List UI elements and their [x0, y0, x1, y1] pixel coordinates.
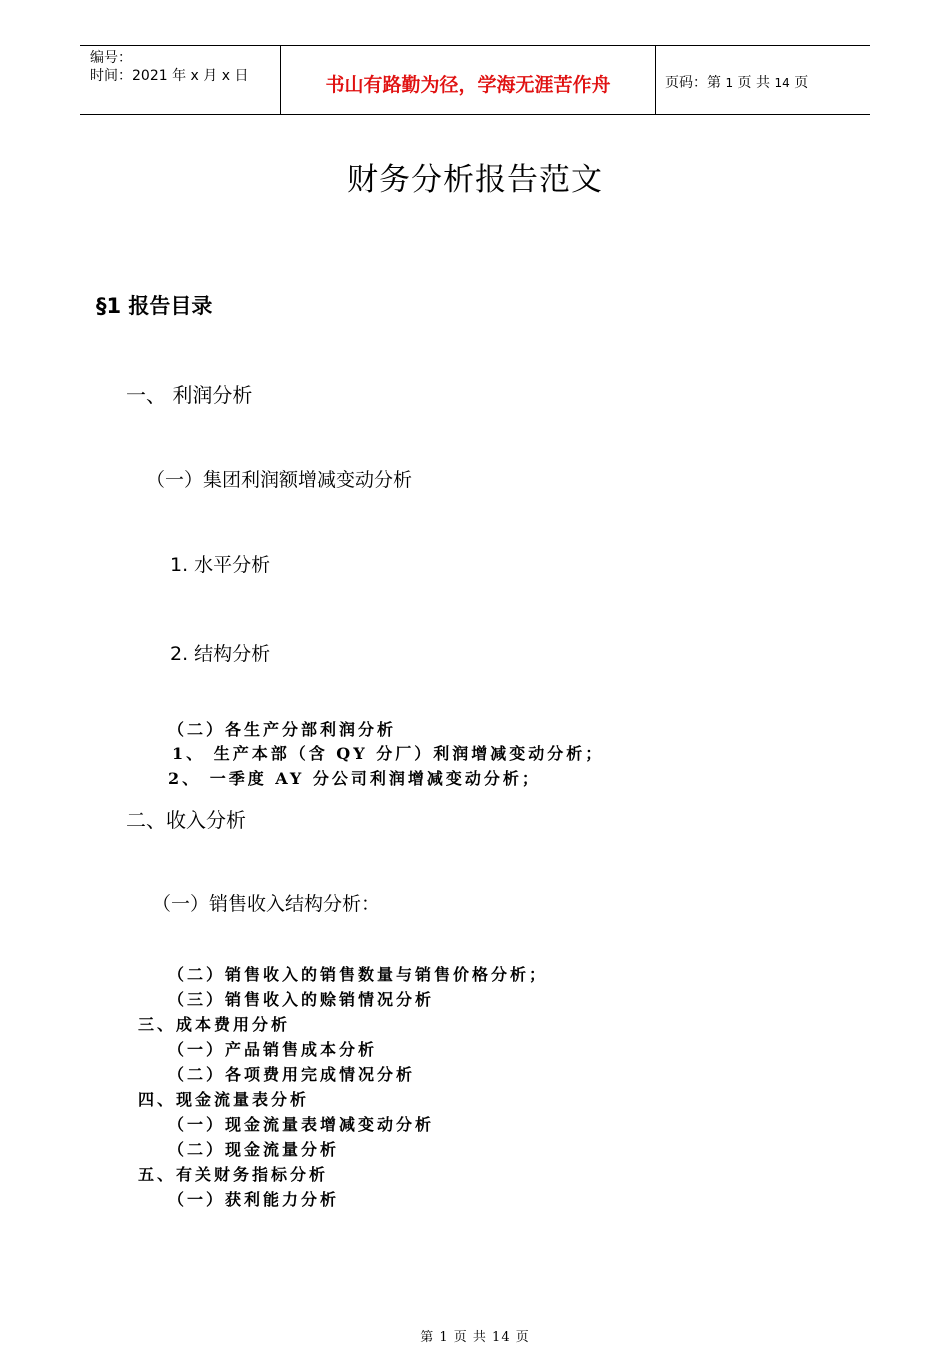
time-label: 时间：2021 年 x 月 x 日 [90, 68, 249, 84]
toc-item-profit: 一、 利润分析 [126, 383, 253, 407]
toc-item-division-profit: （二）各生产分部利润分析 [168, 720, 397, 739]
page-mid: 页 共 [737, 75, 770, 91]
header-page-cell [655, 46, 870, 114]
section-heading: §1 报告目录 [96, 294, 213, 318]
toc-item-group-profit: （一）集团利润额增减变动分析 [146, 469, 413, 491]
toc-item-cost: 三、成本费用分析 [138, 1015, 291, 1034]
header-motto-cell [280, 46, 656, 114]
motto: 书山有路勤为径，学海无涯苦作舟 [325, 74, 611, 96]
page-total: 14 [774, 76, 790, 90]
toc-item-cashflow: 四、现金流量表分析 [138, 1090, 310, 1109]
header-meta-cell [80, 46, 280, 114]
toc-item-main-plant: 1、 生产本部（含 QY 分厂）利润增减变动分析； [172, 744, 605, 763]
toc-item-cashflow-change: （一）现金流量表增减变动分析 [168, 1115, 435, 1134]
toc-item-ay-branch: 2、 一季度 AY 分公司利润增减变动分析； [168, 769, 541, 788]
page-current: 1 [725, 76, 734, 90]
page-suffix: 页 [794, 75, 809, 91]
toc-item-profitability: （一）获利能力分析 [168, 1190, 340, 1209]
toc-item-product-cost: （一）产品销售成本分析 [168, 1040, 378, 1059]
toc-item-horizontal: 1. 水平分析 [170, 554, 271, 576]
page-number [665, 72, 808, 92]
toc-item-expenses: （二）各项费用完成情况分析 [168, 1065, 416, 1084]
toc-item-financial-indicators: 五、有关财务指标分析 [138, 1165, 329, 1184]
toc-item-credit-sales: （三）销售收入的赊销情况分析 [168, 990, 435, 1009]
toc-item-cashflow-analysis: （二）现金流量分析 [168, 1140, 340, 1159]
page-prefix: 页码：第 [665, 75, 721, 91]
toc-item-sales-volume-price: （二）销售收入的销售数量与销售价格分析； [168, 965, 549, 984]
page-header [80, 45, 870, 115]
page-footer: 第 1 页 共 14 页 [420, 1330, 530, 1345]
toc-item-structure: 2. 结构分析 [170, 643, 271, 665]
toc-item-revenue: 二、收入分析 [126, 808, 246, 832]
document-title: 财务分析报告范文 [347, 162, 603, 198]
toc-item-sales-structure: （一）销售收入结构分析： [152, 893, 381, 915]
code-label: 编号： [90, 50, 132, 66]
